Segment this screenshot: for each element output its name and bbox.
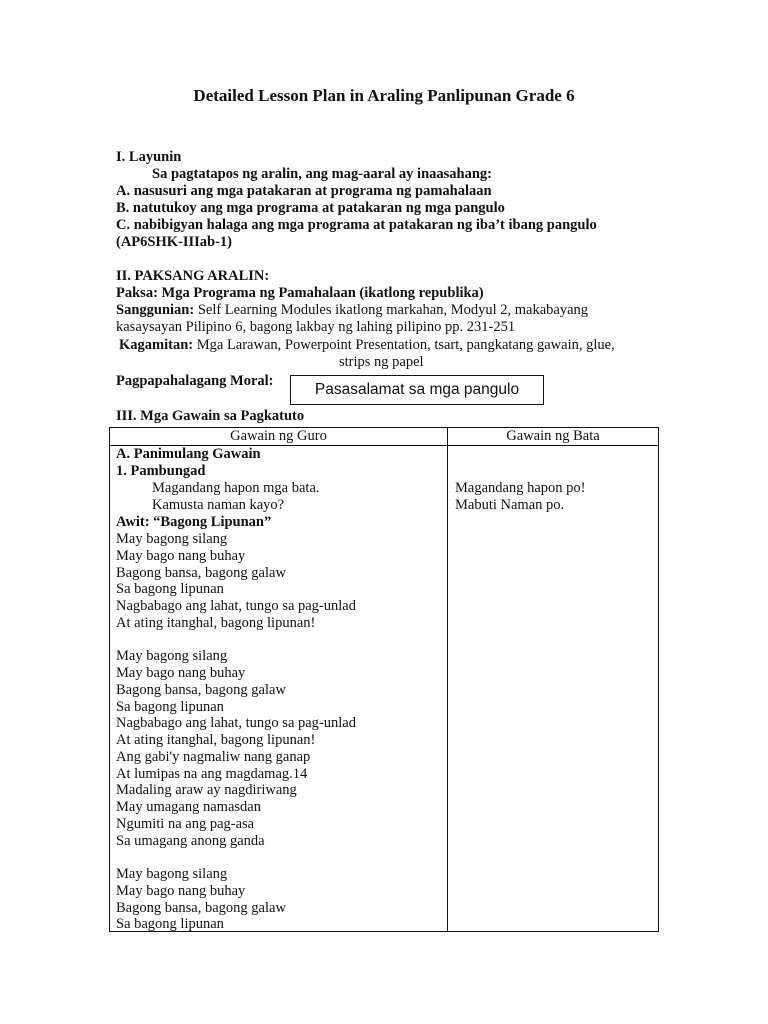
song-line: Bagong bansa, bagong galaw	[116, 899, 286, 916]
song-line: May bago nang buhay	[116, 882, 246, 899]
song-title: Awit: “Bagong Lipunan”	[116, 514, 272, 530]
objective-c: C. nabibigyan halaga ang mga programa at patakaran ng iba’t ibang pangulo	[116, 217, 597, 233]
kagamitan-value: Mga Larawan, Powerpoint Presentation, tsart, pangkatang gawain, glue,	[196, 337, 615, 353]
kagamitan-label: Kagamitan:	[119, 337, 194, 353]
song-line: Sa bagong lipunan	[116, 916, 224, 932]
objective-a: A. nasusuri ang mga patakaran at programa ng pamahalaan	[116, 183, 492, 199]
column-divider	[447, 428, 448, 932]
song-line: May bago nang buhay	[116, 547, 246, 564]
competency-code: (AP6SHK-IIIab-1)	[116, 234, 233, 250]
teacher-greeting-1: Magandang hapon mga bata.	[152, 480, 320, 496]
paksa-label: Paksa:	[116, 285, 158, 301]
activities-table	[109, 427, 659, 932]
song-line: Nagbabago ang lahat, tungo sa pag-unlad	[116, 598, 356, 614]
song-line: Ngumiti na ang pag-asa	[116, 815, 255, 832]
song-line: May bago nang buhay	[116, 665, 246, 681]
student-response-2: Mabuti Naman po.	[455, 497, 565, 513]
song-line: May bagong silang	[116, 866, 228, 882]
page-title: Detailed Lesson Plan in Araling Panlipunan Grade 6	[193, 86, 575, 105]
student-response-1: Magandang hapon po!	[455, 480, 586, 496]
sanggunian-value: Self Learning Modules ikatlong markahan, Modyul 2, makabayang	[197, 302, 589, 318]
section-paksang-aralin-heading: II. PAKSANG ARALIN:	[116, 268, 270, 284]
song-line: Bagong bansa, bagong galaw	[116, 681, 286, 698]
paksa-line	[116, 285, 484, 302]
sanggunian-line	[116, 302, 588, 319]
sanggunian-label: Sanggunian:	[116, 302, 195, 318]
kagamitan-continuation: strips ng papel	[339, 354, 424, 370]
layunin-intro: Sa pagtatapos ng aralin, ang mag-aaral ay inaasahang:	[152, 166, 492, 182]
song-line: At lumipas na ang magdamag.14	[116, 765, 308, 782]
sanggunian-continuation: kasaysayan Pilipino 6, bagong lakbay ng lahing pilipino pp. 231-251	[116, 319, 516, 335]
table-header-row	[110, 428, 658, 446]
song-line: May umagang namasdan	[116, 799, 261, 815]
song-line: Sa umagang anong ganda	[116, 832, 265, 849]
header-gawain-ng-guro: Gawain ng Guro	[230, 428, 327, 444]
song-line: Sa bagong lipunan	[116, 698, 224, 715]
section-gawain-heading: III. Mga Gawain sa Pagkatuto	[116, 408, 305, 424]
song-line: At ating itanghal, bagong lipunan!	[116, 732, 316, 748]
song-line: At ating itanghal, bagong lipunan!	[116, 614, 316, 631]
subheading-pambungad: 1. Pambungad	[116, 463, 206, 479]
song-line: Bagong bansa, bagong galaw	[116, 564, 286, 581]
song-line: May bagong silang	[116, 648, 228, 665]
header-gawain-ng-bata: Gawain ng Bata	[506, 428, 600, 444]
paksa-value: Mga Programa ng Pamahalaan (ikatlong republika)	[161, 285, 484, 301]
song-line: May bagong silang	[116, 531, 228, 547]
song-line: Madaling araw ay nagdiriwang	[116, 782, 297, 799]
moral-label: Pagpapahalagang Moral:	[116, 373, 274, 389]
song-line: Ang gabi'y nagmaliw nang ganap	[116, 748, 311, 765]
section-layunin-heading: I. Layunin	[116, 149, 182, 165]
kagamitan-line	[119, 337, 615, 354]
subheading-panimulang-gawain: A. Panimulang Gawain	[116, 446, 261, 462]
song-line: Sa bagong lipunan	[116, 581, 224, 598]
objective-b: B. natutukoy ang mga programa at patakaran ng mga pangulo	[116, 200, 505, 216]
moral-value-box: Pasasalamat sa mga pangulo	[290, 375, 544, 405]
song-line: Nagbabago ang lahat, tungo sa pag-unlad	[116, 715, 356, 732]
teacher-greeting-2: Kamusta naman kayo?	[152, 497, 285, 513]
